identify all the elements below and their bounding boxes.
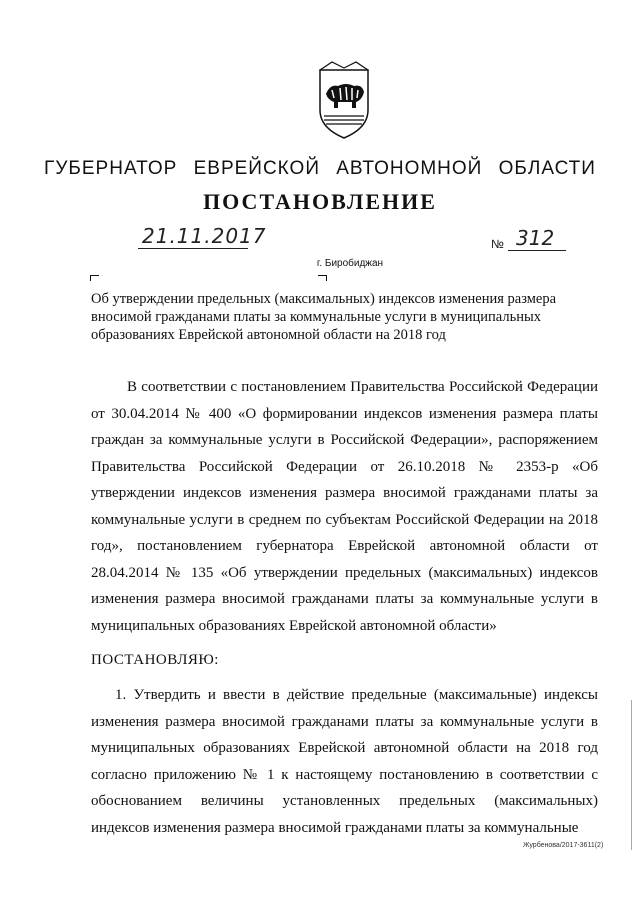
issuing-authority: ГУБЕРНАТОР ЕВРЕЙСКОЙ АВТОНОМНОЙ ОБЛАСТИ <box>44 158 596 179</box>
preamble-paragraph: В соответствии с постановлением Правительства Российской Федерации от 30.04.2014 № 400 «О формировании индексов изменения размера платы граждан за коммунальные услуги в Российской Федерации», распоряжением Правительства Российской Федерации от 26.10.2018 № 2353-р «Об утверждении индексов изменения размера вносимой гражданами платы за коммунальные услуги в среднем по субъектам Российской Федерации на 2018 год», постановлением губернатора Еврейской автономной области от 28.04.2014 № 135 «Об утверждении предельных (максимальных) индексов изменения размера вносимой гражданами платы за коммунальные услуги в муниципальных образованиях Еврейской автономной области» <box>91 379 598 634</box>
document-date: 21.11.2017 <box>142 224 267 248</box>
document-subject: Об утверждении предельных (максимальных) индексов изменения размера вносимой гражданами платы за коммунальные услуги в муниципальных образованиях Еврейской автономной области на 2018 год <box>91 291 557 343</box>
scan-edge-mark <box>631 700 632 850</box>
coat-of-arms-icon <box>316 60 372 140</box>
file-reference: Журбенова/2017-3611(2) <box>523 842 604 849</box>
city-of-issue: г. Биробиджан <box>316 258 384 269</box>
document-number: 312 <box>516 226 555 250</box>
number-underline <box>508 250 566 251</box>
subject-corner-mark-left <box>90 275 99 281</box>
item-1-paragraph: 1. Утвердить и ввести в действие предельные (максимальные) индексы изменения размера вносимой гражданами платы за коммунальные услуги в муниципальных образованиях Еврейской автономной области на 2018 год согласно приложению № 1 к настоящему постановлению в соответствии с обоснованием величины установленных предельных (максимальных) индексов изменения размера вносимой гражданами платы за коммунальные <box>91 687 598 836</box>
subject-corner-mark-right <box>318 275 327 281</box>
document-type: ПОСТАНОВЛЕНИЕ <box>203 189 437 214</box>
date-underline <box>138 248 248 249</box>
decree-word: ПОСТАНОВЛЯЮ: <box>91 652 219 668</box>
number-label: № <box>491 237 504 251</box>
